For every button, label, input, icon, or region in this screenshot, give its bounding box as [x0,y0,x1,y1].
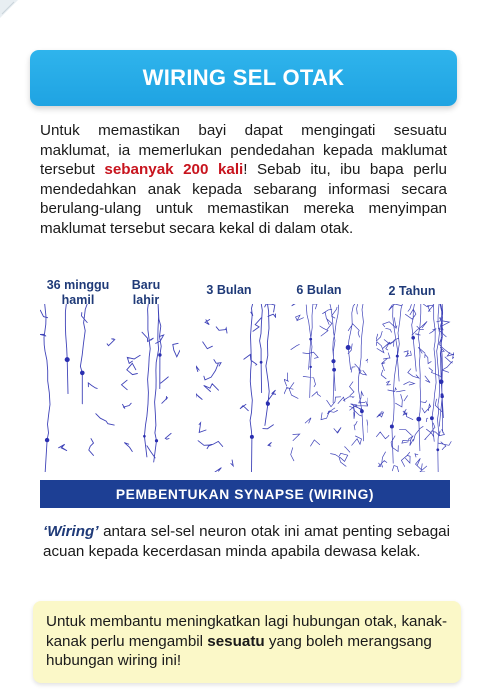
intro-paragraph [40,121,447,239]
stage-label-line: lahir [132,293,160,307]
stage-label-line: 36 minggu [46,278,110,292]
wiring-keyword: ‘Wiring’ [43,523,99,540]
stage-label-2-years [378,284,446,299]
neuron-drawing [376,304,454,472]
stage-label-line: 2 Tahun [388,284,436,298]
stage-label-line: 6 Bulan [296,283,342,297]
intro-text-end: ! Sebab itu, ibu bapa perlu mendedahkan anak kepada sebarang informasi secara berulang-ulang untuk memastikan mereka menyimpan maklumat tersebut secara kekal di dalam otak. [40,161,447,237]
stage-label-line: hamil [61,293,95,307]
neuron-panel-2-years [376,304,454,472]
note-text-end: yang boleh merangsang hubungan wiring ini! [46,632,432,670]
stage-label-line: Baru [131,278,161,292]
synapse-caption-bar [40,480,450,508]
stage-label-line: 3 Bulan [206,283,252,297]
note-bold-word: sesuatu [207,632,265,650]
neuron-panel-6-months [284,304,368,472]
corner-fold-decoration [0,0,18,18]
neuron-panel-3-months [196,304,276,472]
neuron-panel-36-weeks [40,304,116,472]
page-title: WIRING SEL OTAK [142,65,345,90]
synapse-caption: PEMBENTUKAN SYNAPSE (WIRING) [115,486,375,502]
intro-text-start: Untuk memastikan bayi dapat mengingati sesuatu maklumat, ia memerlukan pendedahan kepada maklumat tersebut [40,122,447,179]
stage-label-3-months [196,283,262,298]
wiring-text-rest: antara sel-sel neuron otak ini amat penting sebagai acuan kepada kecerdasan minda apabila dewasa kelak. [43,523,450,560]
neuron-drawing [40,304,116,472]
neuron-panel-newborn [118,304,180,472]
stage-label-6-months [286,283,352,298]
neuron-drawing [196,304,276,472]
wiring-paragraph [43,522,450,561]
tip-note-box [33,601,461,683]
title-banner [30,50,457,106]
neuron-drawing [118,304,180,472]
note-text-start: Untuk membantu meningkatkan lagi hubungan otak, kanak-kanak perlu mengambil [46,613,448,650]
neuron-drawing [284,304,368,472]
intro-highlight: sebanyak 200 kali [104,161,244,179]
